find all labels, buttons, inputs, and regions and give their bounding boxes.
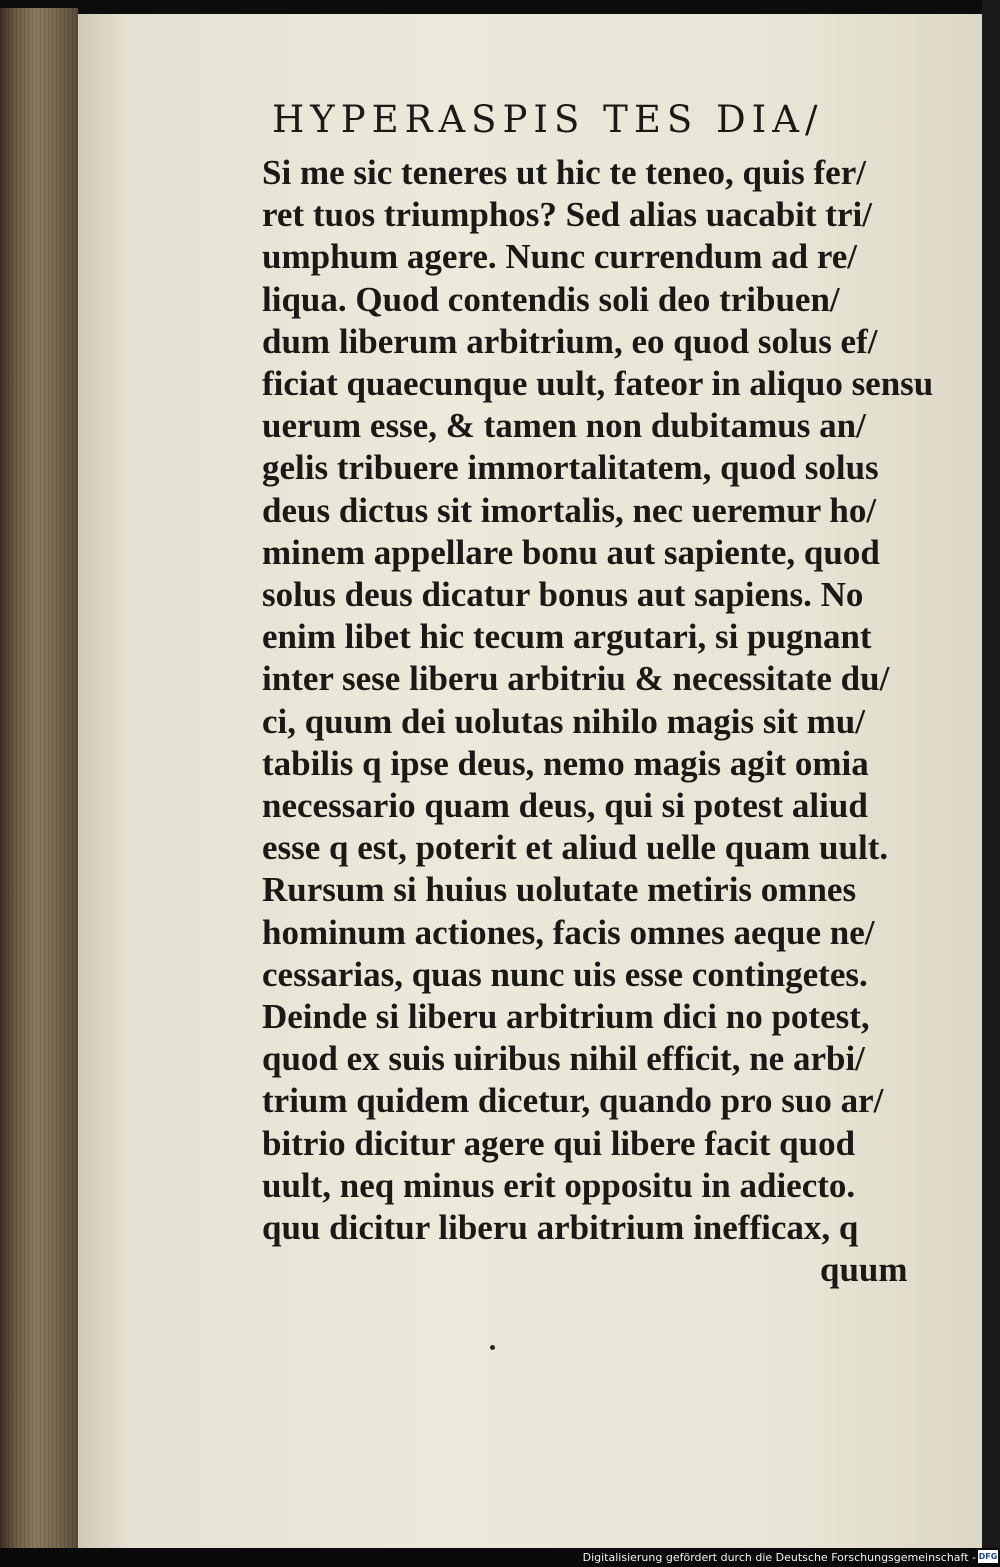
- text-line: quod ex suis uiribus nihil efficit, ne arbi/: [262, 1039, 865, 1079]
- text-line: ret tuos triumphos? Sed alias uacabit tri/: [262, 195, 872, 235]
- text-line: liqua. Quod contendis soli deo tribuen/: [262, 279, 840, 319]
- catchword: quum: [820, 1250, 908, 1289]
- running-header: HYPERASPIS TES DIA/: [272, 98, 824, 141]
- text-line: ficiat quaecunque uult, fateor in aliquo sensu: [262, 364, 934, 404]
- text-line: solus deus dicatur bonus aut sapiens. No: [262, 575, 864, 615]
- text-line: hominum actiones, facis omnes aeque ne/: [262, 912, 875, 952]
- text-line: uult, neq minus erit oppositu in adiecto.: [262, 1165, 856, 1205]
- book-page-edges: [0, 8, 78, 1548]
- text-line: bitrio dicitur agere qui libere facit quod: [262, 1123, 856, 1163]
- text-line: minem appellare bonu aut sapiente, quod: [262, 532, 880, 572]
- right-page-shadow: [982, 0, 1000, 1548]
- text-line: dum liberum arbitrium, eo quod solus ef/: [262, 321, 878, 361]
- text-line: tabilis q ipse deus, nemo magis agit omia: [262, 743, 869, 783]
- text-line: Si me sic teneres ut hic te teneo, quis fer/: [262, 153, 866, 192]
- text-line: inter sese liberu arbitriu & necessitate du/: [262, 659, 890, 699]
- text-line: uerum esse, & tamen non dubitamus an/: [262, 406, 866, 446]
- dfg-logo-icon: DFG: [978, 1552, 998, 1561]
- text-line: deus dictus sit imortalis, nec ueremur ho/: [262, 490, 877, 530]
- text-line: necessario quam deus, qui si potest aliud: [262, 786, 868, 826]
- text-line: gelis tribuere immortalitatem, quod solus: [262, 448, 879, 488]
- text-line: Deinde si liberu arbitrium dici no potest,: [262, 997, 870, 1037]
- text-line: ci, quum dei uolutas nihilo magis sit mu/: [262, 701, 865, 741]
- text-line: umphum agere. Nunc currendum ad re/: [262, 237, 858, 277]
- text-line: quu dicitur liberu arbitrium inefficax, q: [262, 1208, 859, 1248]
- text-line: esse q est, poterit et aliud uelle quam uult.: [262, 828, 889, 868]
- ink-dot: [490, 1345, 495, 1350]
- text-line: enim libet hic tecum argutari, si pugnant: [262, 617, 872, 657]
- text-line: trium quidem dicetur, quando pro suo ar/: [262, 1081, 884, 1121]
- text-line: cessarias, quas nunc uis esse contingetes.: [262, 954, 868, 994]
- footer-credit: Digitalisierung gefördert durch die Deutsche Forschungsgemeinschaft -: [582, 1551, 976, 1564]
- text-line: Rursum si huius uolutate metiris omnes: [262, 870, 857, 910]
- body-text: [262, 152, 942, 1249]
